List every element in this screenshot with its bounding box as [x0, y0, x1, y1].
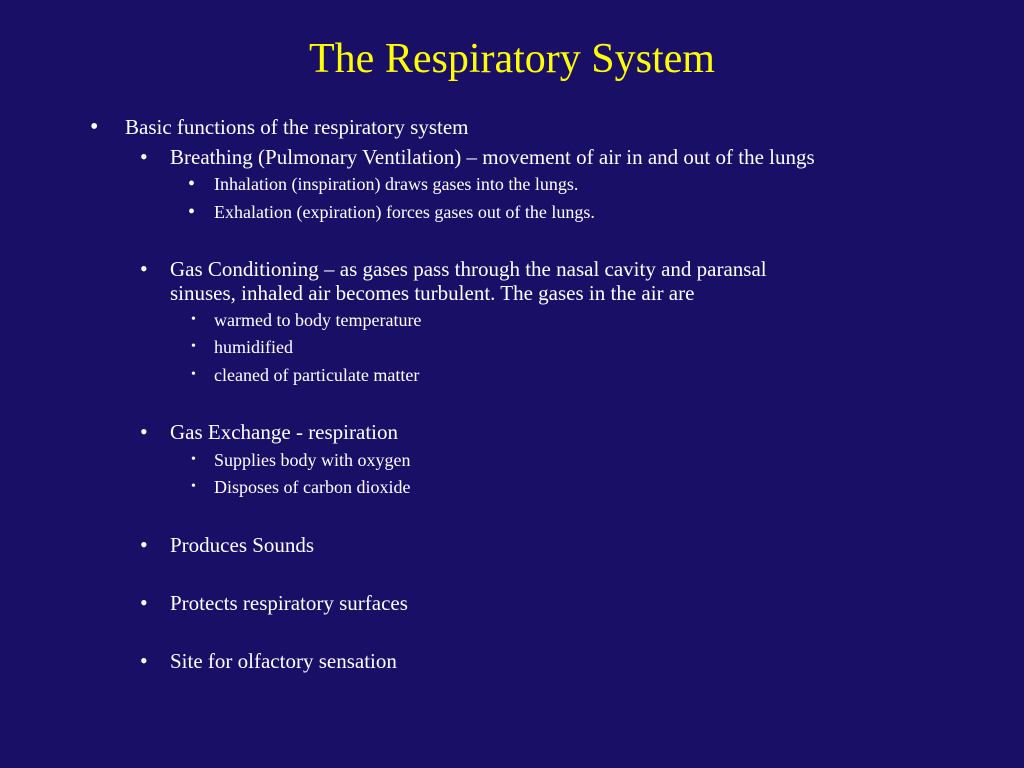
bullet-disposes-co2: Disposes of carbon dioxide — [214, 477, 411, 497]
bullet-icon: • — [140, 532, 148, 557]
bullet-produces-sounds: Produces Sounds — [170, 533, 315, 557]
bullet-icon: • — [191, 312, 196, 327]
bullet-icon: • — [140, 419, 148, 444]
bullet-gas-conditioning-cont: sinuses, inhaled air becomes turbulent. The gases in the air are — [170, 281, 695, 305]
bullet-gas-conditioning: Gas Conditioning – as gases pass through the nasal cavity and paransal — [170, 257, 767, 281]
bullet-icon: • — [188, 173, 196, 195]
bullet-icon: • — [191, 452, 196, 467]
bullet-icon: • — [191, 367, 196, 382]
bullet-olfactory: Site for olfactory sensation — [170, 649, 397, 673]
bullet-icon: • — [191, 339, 196, 354]
bullet-warmed: warmed to body temperature — [214, 310, 422, 330]
bullet-icon: • — [191, 479, 196, 494]
bullet-exhalation: Exhalation (expiration) forces gases out of the lungs. — [214, 202, 595, 222]
bullet-icon: • — [140, 256, 148, 281]
bullet-basic-functions: Basic functions of the respiratory system — [125, 115, 469, 139]
bullet-icon: • — [188, 201, 196, 223]
bullet-supplies-oxygen: Supplies body with oxygen — [214, 450, 411, 470]
bullet-gas-exchange: Gas Exchange - respiration — [170, 420, 398, 444]
bullet-cleaned: cleaned of particulate matter — [214, 365, 420, 385]
bullet-humidified: humidified — [214, 337, 293, 357]
bullet-protects-surfaces: Protects respiratory surfaces — [170, 591, 408, 615]
bullet-icon: • — [90, 114, 99, 140]
bullet-icon: • — [140, 590, 148, 615]
bullet-icon: • — [140, 144, 148, 169]
bullet-inhalation: Inhalation (inspiration) draws gases into the lungs. — [214, 174, 579, 194]
slide-title: The Respiratory System — [309, 36, 715, 82]
bullet-icon: • — [140, 648, 148, 673]
bullet-breathing: Breathing (Pulmonary Ventilation) – movement of air in and out of the lungs — [170, 145, 815, 169]
